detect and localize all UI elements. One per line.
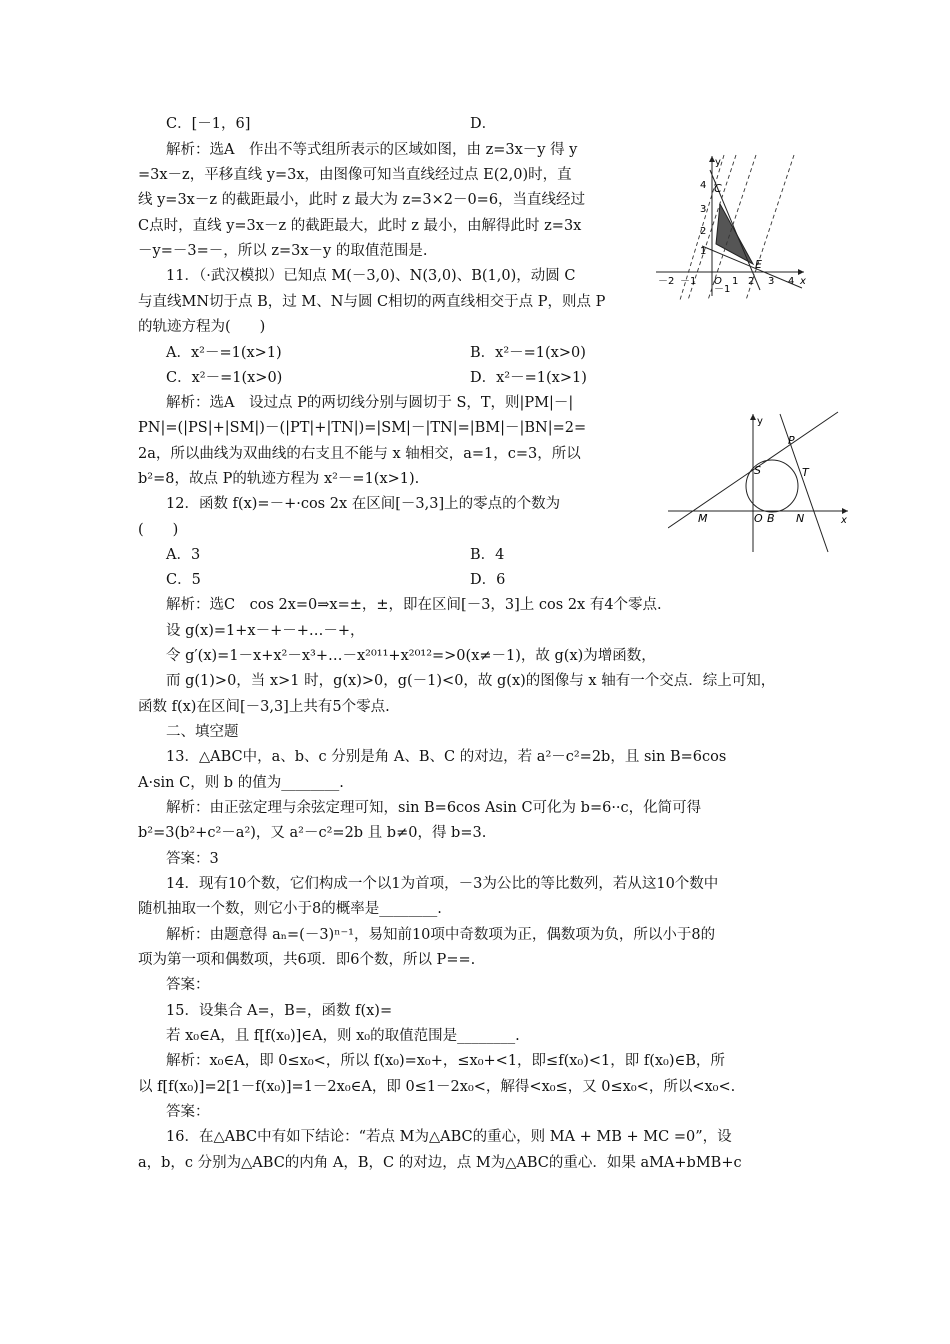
tick-x-3: 3 (768, 276, 775, 287)
text-line: C点时，直线 y=3x－z 的截距最大，此时 z 最小，由解得此时 z=3x (138, 218, 582, 234)
text-line: 函数 f(x)在区间[－3,3]上共有5个零点. (138, 699, 390, 715)
tick-x-1: 1 (732, 276, 739, 287)
text-line: 15．设集合 A=，B=，函数 f(x)= (166, 1003, 393, 1019)
text-line: C．x²－=1(x>0) (166, 370, 283, 386)
text-line: 随机抽取一个数，则它小于8的概率是________. (138, 901, 442, 917)
text-line: C．5 (166, 572, 201, 588)
text-line: D． (470, 116, 497, 132)
text-line: 线 y=3x－z 的截距最小，此时 z 最大为 z=3×2－0=6，当直线经过 (138, 192, 586, 208)
text-line: 14．现有10个数，它们构成一个以1为首项，－3为公比的等比数列，若从这10个数中 (166, 876, 719, 892)
tick-x-neg2: －2 (658, 276, 675, 287)
text-line: 的轨迹方程为( ) (138, 319, 266, 335)
point-label-o: O (754, 512, 763, 525)
point-label-e: E (755, 258, 762, 271)
text-line: B．x²－=1(x>0) (470, 345, 586, 361)
text-line: 令 g′(x)=1－x+x²－x³+…－x²⁰¹¹+x²⁰¹²=>0(x≠－1)，故 g(x)为增函数， (166, 648, 656, 664)
text-line: 项为第一项和偶数项，共6项．即6个数，所以 P==. (138, 952, 476, 968)
tick-x-neg1: －1 (680, 276, 697, 287)
text-line: 答案： (166, 1104, 210, 1120)
text-line: 解析：选C cos 2x=0⇒x=±，±，即在区间[－3，3]上 cos 2x 有4个零点. (166, 597, 662, 613)
point-label-c: C (714, 182, 722, 195)
point-label-t: T (802, 466, 809, 479)
text-line: 解析：选A 设过点 P的两切线分别与圆切于 S，T，则|PM|－| (166, 395, 574, 411)
feasible-region-figure (652, 150, 812, 300)
text-line: 答案： (166, 977, 210, 993)
text-line: 解析：由题意得 aₙ=(－3)ⁿ⁻¹，易知前10项中奇数项为正，偶数项为负，所以小于8的 (166, 927, 716, 943)
text-line: b²=8，故点 P的轨迹方程为 x²－=1(x>1). (138, 471, 420, 487)
text-line: 解析：选A 作出不等式组所表示的区域如图，由 z=3x－y 得 y (166, 142, 578, 158)
text-line: 以 f[f(x₀)]=2[1－f(x₀)]=1－2x₀∈A，即 0≤1－2x₀<，解得<x₀≤，又 0≤x₀<，所以<x₀<. (138, 1079, 736, 1095)
axis-label-x: x (800, 276, 806, 287)
tick-y-3: 3 (700, 204, 707, 215)
text-line: 2a，所以曲线为双曲线的右支且不能与 x 轴相交，a=1，c=3，所以 (138, 446, 581, 462)
text-line: B．4 (470, 547, 505, 563)
point-label-n: N (796, 512, 805, 525)
text-line: A．x²－=1(x>1) (166, 345, 282, 361)
point-label-m: M (698, 512, 708, 525)
tick-y-neg1: －1 (714, 284, 731, 295)
text-line: =3x－z，平移直线 y=3x，由图像可知当直线经过点 E(2,0)时，直 (138, 167, 572, 183)
text-line: 而 g(1)>0，当 x>1 时，g(x)>0，g(－1)<0，故 g(x)的图像与 x 轴有一个交点．综上可知， (166, 673, 776, 689)
text-line: 若 x₀∈A，且 f[f(x₀)]∈A，则 x₀的取值范围是________. (166, 1028, 520, 1044)
text-line: D．6 (470, 572, 506, 588)
tick-y-4: 4 (700, 180, 707, 191)
text-line: 与直线MN切于点 B，过 M、N与圆 C相切的两直线相交于点 P，则点 P (138, 294, 606, 310)
text-line: D．x²－=1(x>1) (470, 370, 587, 386)
axis-label-y: y (715, 157, 721, 168)
text-line: 12．函数 f(x)=－+·cos 2x 在区间[－3,3]上的零点的个数为 (166, 496, 561, 512)
axis-label-x: x (841, 515, 847, 526)
text-line: －y=－3=－，所以 z=3x－y 的取值范围是. (138, 243, 428, 259)
text-line: A·sin C，则 b 的值为________. (138, 775, 344, 791)
tangent-circle-figure (668, 408, 853, 554)
point-label-p: P (788, 434, 795, 447)
text-line: 答案：3 (166, 851, 219, 867)
tick-x-origin: O (714, 276, 722, 287)
text-line: 解析：由正弦定理与余弦定理可知，sin B=6cos Asin C可化为 b=6··c，化简可得 (166, 800, 702, 816)
text-line: PN|=(|PS|+|SM|)－(|PT|+|TN|)=|SM|－|TN|=|BM|－|BN|=2= (138, 420, 587, 436)
point-label-b: B (767, 512, 775, 525)
tick-x-4: 4 (788, 276, 795, 287)
text-line: 二、填空题 (166, 724, 239, 740)
tick-y-2: 2 (700, 226, 707, 237)
text-line: C．[－1，6] (166, 116, 251, 132)
point-label-s: S (754, 464, 761, 477)
text-line: 解析：x₀∈A，即 0≤x₀<，所以 f(x₀)=x₀+，≤x₀+<1，即≤f(x₀)<1，即 f(x₀)∈B，所 (166, 1053, 725, 1069)
text-line: A．3 (166, 547, 201, 563)
text-line: 13．△ABC中，a、b、c 分别是角 A、B、C 的对边，若 a²－c²=2b，且 sin B=6cos (166, 749, 727, 765)
text-line: 11．（·武汉模拟）已知点 M(－3,0)、N(3,0)、B(1,0)，动圆 C (166, 268, 576, 284)
axis-label-y: y (757, 416, 763, 427)
text-line: a，b，c 分别为△ABC的内角 A，B，C 的对边，点 M为△ABC的重心．如果 aMA+bMB+c (138, 1155, 742, 1171)
text-line: ( ) (138, 522, 179, 538)
text-line: 设 g(x)=1+x－+－+…－+， (166, 623, 365, 639)
tick-x-2: 2 (748, 276, 755, 287)
tick-y-1: 1 (700, 246, 707, 257)
text-line: b²=3(b²+c²－a²)，又 a²－c²=2b 且 b≠0，得 b=3. (138, 825, 487, 841)
text-line: 16．在△ABC中有如下结论：“若点 M为△ABC的重心，则 MA + MB + MC =0”，设 (166, 1129, 732, 1145)
